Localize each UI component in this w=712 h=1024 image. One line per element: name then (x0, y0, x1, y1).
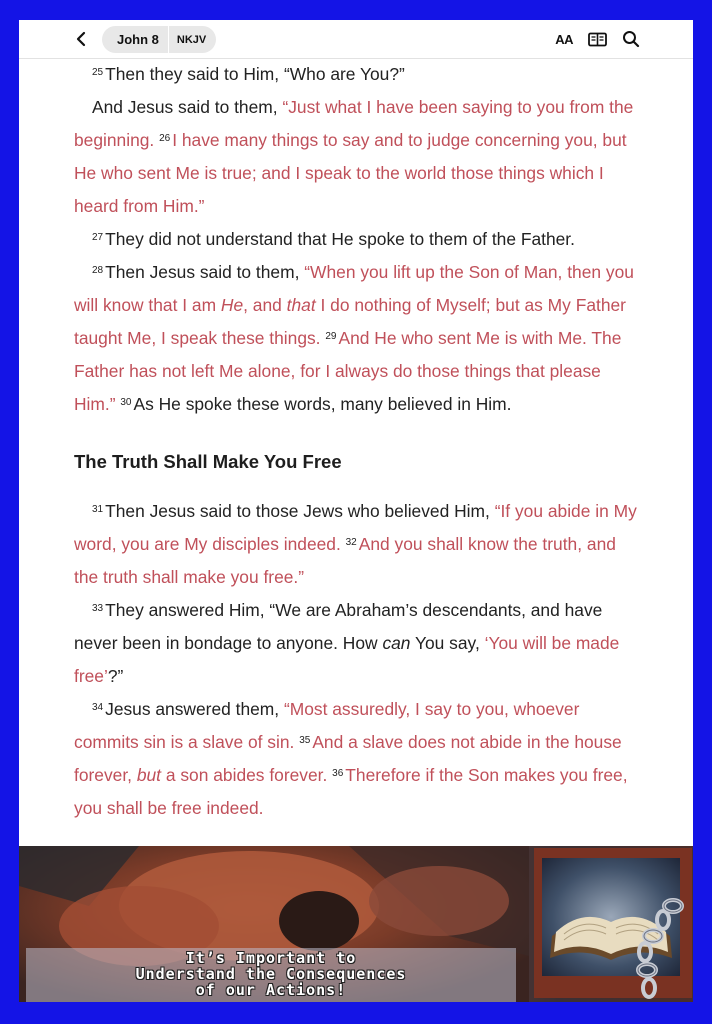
words-of-christ-italic: but (136, 765, 162, 785)
verse-25: $^{25}$ Then they said to Him, “Who are You?” (92, 64, 405, 84)
words-of-christ: “Just what I have been saying to you from the beginning. (74, 97, 634, 150)
verse-number: 32 (345, 537, 357, 548)
words-of-christ: And He who sent Me is with Me. The Father has not left Me alone, for I always do those things that please Him.” (74, 328, 622, 414)
verse-number: 25 (92, 67, 104, 78)
verse-number: 36 (332, 768, 344, 779)
verse-34-36: $^{34}$ Jesus answered them, “Most assuredly, I say to you, whoever commits sin is a slave of sin. $^{35}$ And a slave does not abide in the house forever, but a son abides forever. $^{36}$ Therefore if the Son makes you free, you shall be free indeed. (74, 699, 628, 818)
scripture-text (74, 58, 644, 825)
search-button[interactable] (621, 29, 641, 49)
verse-number: 30 (120, 397, 132, 408)
verse-33: $^{33}$ They answered Him, “We are Abraham’s descendants, and have never been in bondage to anyone. How can You say, ‘You will be made free’?” (74, 600, 620, 686)
verse-31-32: $^{31}$ Then Jesus said to those Jews who believed Him, “If you abide in My word, you are My disciples indeed. $^{32}$ And you shall know the truth, and the truth shall make you free.” (74, 501, 637, 587)
words-of-christ: I do nothing of Myself; but as My Father taught Me, I speak these things. (74, 295, 626, 348)
toolbar-actions (555, 29, 641, 49)
verse-number: 35 (299, 735, 311, 746)
verse-number: 29 (325, 331, 337, 342)
verse-28-30: $^{28}$ Then Jesus said to them, “When you lift up the Son of Man, then you will know that I am He, and that I do nothing of Myself; but as My Father taught Me, I speak these things. $^{29}$ And He who sent Me is with Me. The Father has not left Me alone, for I always do those things that please Him.” $^{30}$ As He spoke these words, many believed in Him. (74, 262, 634, 414)
words-of-christ-italic: He (220, 295, 244, 315)
words-of-christ: And you shall know the truth, and the truth shall make you free.” (74, 534, 616, 587)
verse-number: 27 (92, 232, 104, 243)
back-button[interactable] (71, 29, 91, 49)
book-icon (588, 32, 607, 47)
verse-number: 31 (92, 504, 104, 515)
chain-icon (623, 846, 693, 1002)
words-of-christ: ‘You will be made free’ (74, 633, 620, 686)
promo-banner (19, 846, 693, 1002)
font-size-button[interactable]: AA (555, 31, 573, 47)
verse-25-26: And Jesus said to them, “Just what I have been saying to you from the beginning. $^{26}$ I have many things to say and to judge concerning you, but He who sent Me is true; and I speak to the world those things which I heard from Him.” (74, 97, 634, 216)
verse-27: $^{27}$ They did not understand that He spoke to them of the Father. (92, 229, 575, 249)
words-of-christ: I have many things to say and to judge concerning you, but He who sent Me is true; and I speak to the world those things which I heard from Him.” (74, 130, 627, 216)
reference-selector (102, 26, 216, 53)
version-button[interactable]: NKJV (176, 33, 207, 46)
words-of-christ: a son abides forever. (161, 765, 333, 785)
verse-number: 33 (92, 603, 104, 614)
words-of-christ: , and (243, 295, 287, 315)
banner-caption: It’s Important to Understand the Consequences of our Actions! (26, 948, 516, 1002)
audio-bible-button[interactable] (587, 29, 607, 49)
reader-frame (19, 20, 693, 1002)
words-of-christ: Therefore if the Son makes you free, you shall be free indeed. (74, 765, 628, 818)
words-of-christ-italic: that (286, 295, 316, 315)
verse-number: 28 (92, 265, 104, 276)
chevron-left-icon (75, 31, 87, 47)
words-of-christ: “When you lift up the Son of Man, then you will know that I am (74, 262, 634, 315)
words-of-christ: “Most assuredly, I say to you, whoever commits sin is a slave of sin. (74, 699, 580, 752)
search-icon (622, 30, 640, 48)
section-heading: The Truth Shall Make You Free (74, 451, 342, 472)
kneeling-man-photo (19, 846, 529, 1002)
words-of-christ: “If you abide in My word, you are My disciples indeed. (74, 501, 637, 554)
verse-number: 34 (92, 702, 104, 713)
words-of-christ: And a slave does not abide in the house forever, (74, 732, 622, 785)
book-chapter-button[interactable]: John 8 (102, 26, 169, 53)
verse-number: 26 (159, 133, 171, 144)
top-toolbar (19, 20, 693, 59)
